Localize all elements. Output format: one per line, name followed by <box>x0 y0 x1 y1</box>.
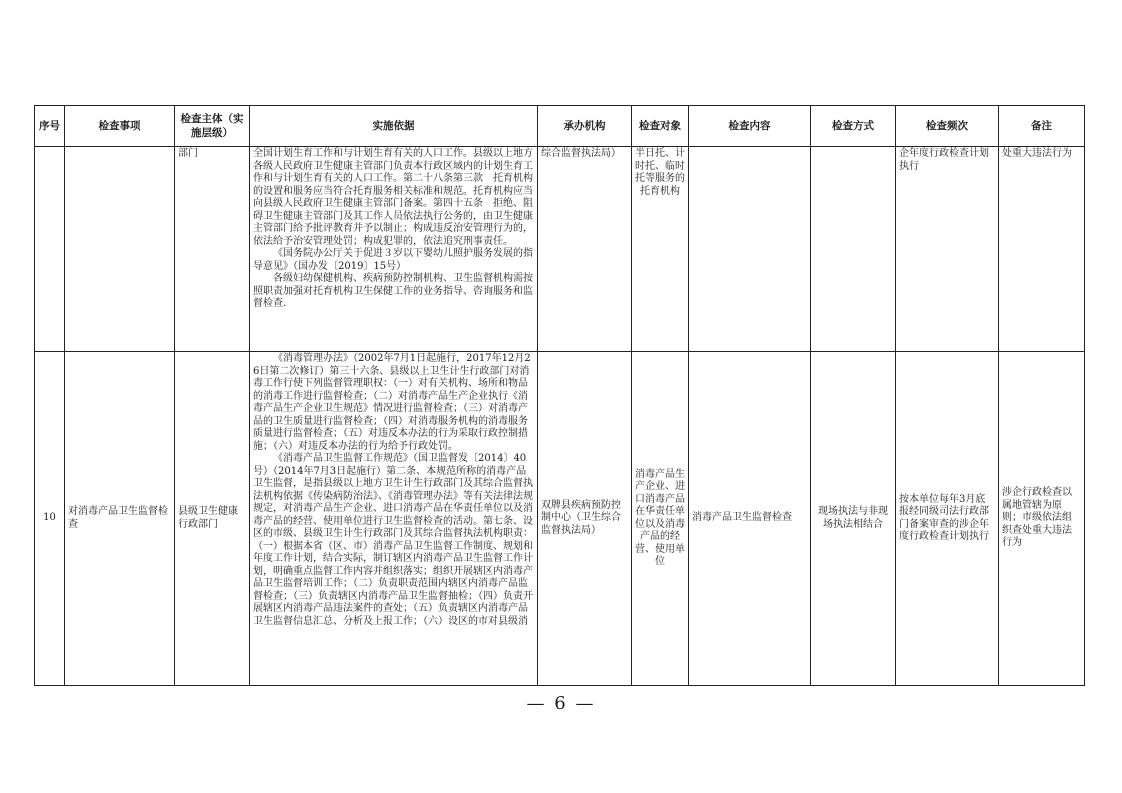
table-row <box>35 352 1085 686</box>
row-note: 涉企行政检查以属地管辖为原则；市级依法组织查处重大违法行为 <box>999 352 1085 686</box>
header-frequency: 检查频次 <box>896 106 999 147</box>
header-agency: 承办机构 <box>538 106 632 147</box>
row-subject: 县级卫生健康行政部门 <box>175 352 250 686</box>
header-basis: 实施依据 <box>250 106 538 147</box>
row-agency: 综合监督执法局） <box>538 147 632 352</box>
header-target: 检查对象 <box>632 106 689 147</box>
row-no <box>35 147 65 352</box>
table-header-row <box>35 106 1085 147</box>
row-subject: 部门 <box>175 147 250 352</box>
row-frequency: 按本单位每年3月底报经同级司法行政部门备案审查的涉企年度行政检查计划执行 <box>896 352 999 686</box>
row-item <box>65 147 175 352</box>
header-item: 检查事项 <box>65 106 175 147</box>
row-target: 半日托、计时托、临时托等服务的托育机构 <box>632 147 689 352</box>
header-no: 序号 <box>35 106 65 147</box>
inspection-table <box>34 105 1085 686</box>
row-frequency: 企年度行政检查计划执行 <box>896 147 999 352</box>
header-subject: 检查主体（实施层级） <box>175 106 250 147</box>
row-method <box>811 147 896 352</box>
basis-paragraph: 全国计划生育工作和与计划生育有关的人口工作。县级以上地方各级人民政府卫生健康主管部门负责本行政区域内的计划生育工作和与计划生育有关的人口工作。第二十八条第三款 托育机构的设置和服务应当符合托育服务相关标准和规范。托育机构应当向县级人民政府卫生健康主管部门备案。第四十五条 拒绝、阻碍卫生健康主管部门及其工作人员依法执行公务的，由卫生健康主管部门给予批评教育并予以制止；构成违反治安管理行为的，依法给予治安管理处罚；构成犯罪的，依法追究刑事责任。 <box>253 148 533 247</box>
header-content: 检查内容 <box>689 106 811 147</box>
row-basis <box>250 352 538 686</box>
row-note: 处重大违法行为 <box>999 147 1085 352</box>
row-method: 现场执法与非现场执法相结合 <box>811 352 896 686</box>
row-agency: 双牌县疾病预防控制中心（卫生综合监督执法局） <box>538 352 632 686</box>
row-content: 消毒产品卫生监督检查 <box>689 352 811 686</box>
basis-paragraph: 各级妇幼保健机构、疾病预防控制机构、卫生监督机构需按照职责加强对托育机构卫生保健工作的业务指导、咨询服务和监督检查. <box>253 273 533 309</box>
table-row <box>35 147 1085 352</box>
header-note: 备注 <box>999 106 1085 147</box>
basis-paragraph: 《国务院办公厅关于促进３岁以下婴幼儿照护服务发展的指导意见》（国办发〔2019〕15号） <box>253 248 533 272</box>
row-content <box>689 147 811 352</box>
row-basis <box>250 147 538 352</box>
header-method: 检查方式 <box>811 106 896 147</box>
row-no: 10 <box>35 352 65 686</box>
basis-paragraph: 《消毒管理办法》（2002年7月1日起施行，2017年12月26日第二次修订）第三十六条、县级以上卫生计生行政部门对消毒工作行使下列监督管理职权：（一）对有关机构、场所和物品的消毒工作进行监督检查；（二）对消毒产品生产企业执行《消毒产品生产企业卫生规范》情况进行监督检查；（三）对消毒产品的卫生质量进行监督检查；（四）对消毒服务机构的消毒服务质量进行监督检查；（五）对违反本办法的行为采取行政控制措施；（六）对违反本办法的行为给予行政处罚。 <box>253 353 531 452</box>
page-number: — 6 — <box>526 693 596 714</box>
row-item: 对消毒产品卫生监督检查 <box>65 352 175 686</box>
row-target: 消毒产品生产企业、进口消毒产品在华责任单位以及消毒产品的经营、使用单位 <box>632 352 689 686</box>
basis-paragraph: 《消毒产品卫生监督工作规范》（国卫监督发〔2014〕40号）（2014年7月3日起施行）第二条、本规范所称的消毒产品卫生监督，是指县级以上地方卫生计生行政部门及其综合监督执法机构依据《传染病防治法》、《消毒管理办法》等有关法律法规规定，对消毒产品生产企业、进口消毒产品在华责任单位以及消毒产品的经营、使用单位进行卫生监督检查的活动。第七条、设区的市级、县级卫生计生行政部门及其综合监督执法机构职责：（一）根据本省（区、市）消毒产品卫生监督工作制度、规划和年度工作计划，结合实际，制订辖区内消毒产品卫生监督工作计划，明确重点监督工作内容并组织落实；组织开展辖区内消毒产品卫生监督培训工作；（二）负责职责范围内辖区内消毒产品监督检查；（三）负责辖区内消毒产品卫生监督抽检；（四）负责开展辖区内消毒产品违法案件的查处；（五）负责辖区内消毒产品卫生监督信息汇总、分析及上报工作；（六）设区的市对县级消 <box>253 453 533 627</box>
